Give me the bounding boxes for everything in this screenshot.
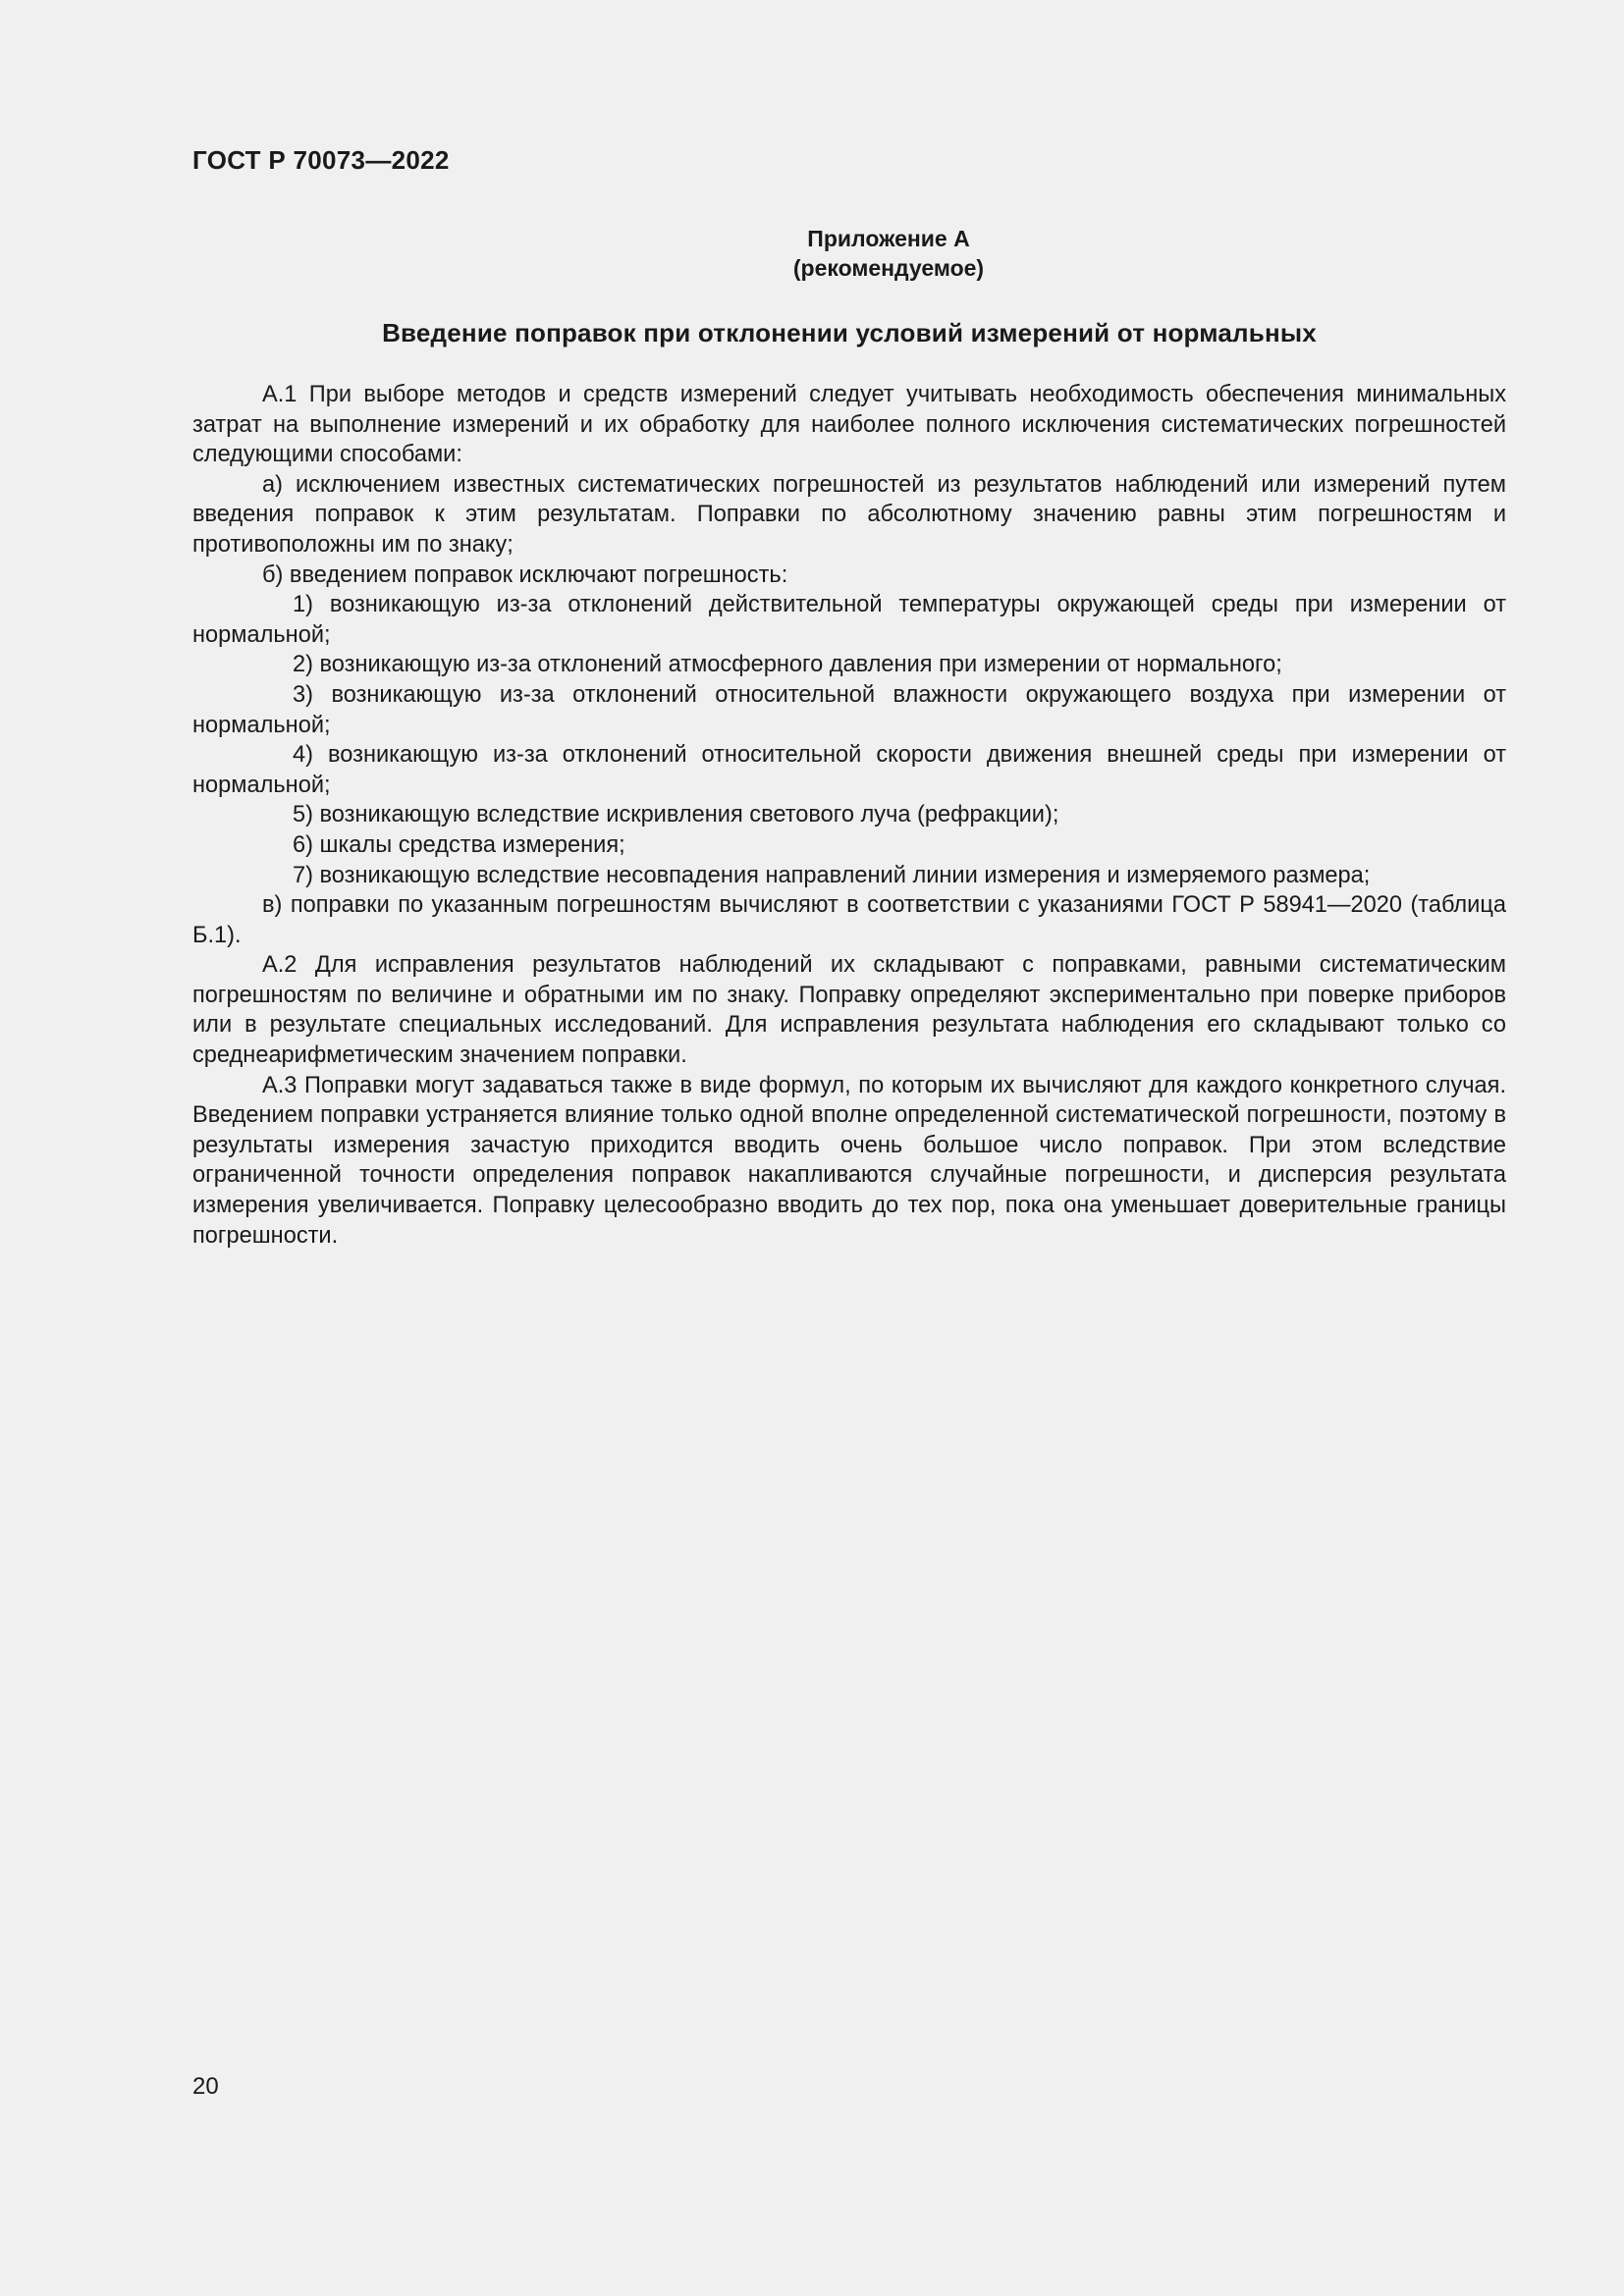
sub-item-1: 1) возникающую из-за отклонений действительной температуры окружающей среды при измерении от нормальной;	[192, 592, 1506, 648]
list-item-b: б) введением поправок исключают погрешность:	[262, 561, 788, 588]
sub-item-7: 7) возникающую вследствие несовпадения направлений линии измерения и измеряемого размера;	[293, 862, 1371, 888]
appendix-name: Приложение А	[807, 226, 970, 251]
paragraph-a2: А.2 Для исправления результатов наблюдений их складывают с поправками, равными систематическим погрешностям по величине и обратными им по знаку. Поправку определяют экспериментально при поверке приборов или в результате специальных исследований. Для исправления результата наблюдения его складывают только со среднеарифметическим значением поправки.	[192, 952, 1506, 1069]
body-text	[192, 380, 1506, 1251]
list-item-v: в) поправки по указанным погрешностям вычисляют в соответствии с указаниями ГОСТ Р 58941—2020 (таблица Б.1).	[192, 892, 1506, 948]
appendix-heading	[192, 224, 1506, 283]
appendix-status: (рекомендуемое)	[792, 255, 985, 281]
sub-item-4: 4) возникающую из-за отклонений относительной скорости движения внешней среды при измерении от нормальной;	[192, 742, 1506, 798]
section-title: Введение поправок при отклонении условий измерений от нормальных	[382, 318, 1317, 347]
sub-item-5: 5) возникающую вследствие искривления светового луча (рефракции);	[293, 802, 1059, 828]
list-item-a: а) исключением известных систематических погрешностей из результатов наблюдений или измерений путем введения поправок к этим результатам. Поправки по абсолютному значению равны этим погрешностям и противоположны им по знаку;	[192, 471, 1506, 558]
paragraph-a3: А.3 Поправки могут задаваться также в виде формул, по которым их вычисляют для каждого конкретного случая. Введением поправки устраняется влияние только одной вполне определенной систематической погрешности, поэтому в результаты измерения зачастую приходится вводить очень большое число поправок. При этом вследствие ограниченной точности определения поправок накапливаются случайные погрешности, и дисперсия результата измерения увеличивается. Поправку целесообразно вводить до тех пор, пока она уменьшает доверительные границы погрешности.	[192, 1072, 1506, 1249]
sub-item-3: 3) возникающую из-за отклонений относительной влажности окружающего воздуха при измерении от нормальной;	[192, 681, 1506, 738]
sub-item-2: 2) возникающую из-за отклонений атмосферного давления при измерении от нормального;	[293, 652, 1282, 678]
paragraph-a1: А.1 При выборе методов и средств измерений следует учитывать необходимость обеспечения минимальных затрат на выполнение измерений и их обработку для наиболее полного исключения систематических погрешностей следующими способами:	[192, 382, 1506, 468]
sub-item-6: 6) шкалы средства измерения;	[293, 831, 625, 858]
page-number: 20	[192, 2073, 219, 2100]
document-code: ГОСТ Р 70073—2022	[192, 145, 450, 175]
